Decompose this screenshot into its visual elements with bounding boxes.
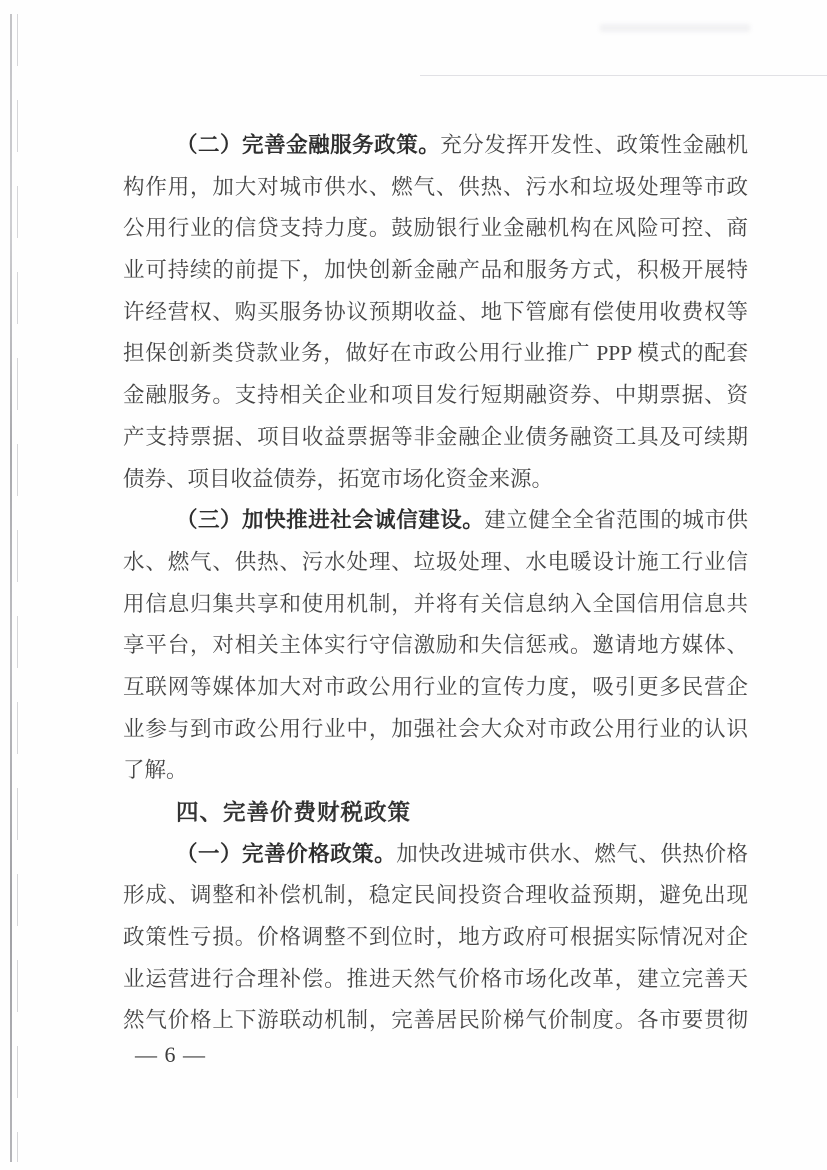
paragraph-text: 充分发挥开发性、政策性金融机 — [440, 133, 748, 157]
body-line — [123, 125, 748, 167]
paragraph-text: 政策性亏损。价格调整不到位时，地方政府可根据实际情况对企 — [123, 925, 748, 950]
body-line — [123, 875, 748, 917]
body-line — [123, 709, 748, 751]
scan-artifact-smudge — [600, 24, 750, 32]
paragraph-text: 用信息归集共享和使用机制，并将有关信息纳入全国信用信息共 — [123, 591, 748, 616]
body-line — [123, 917, 748, 959]
paragraph-text: 业可持续的前提下，加快创新金融产品和服务方式，积极开展特 — [123, 258, 748, 283]
scan-edge-line — [10, 14, 12, 1162]
paragraph-text: 担保创新类贷款业务，做好在市政公用行业推广 PPP 模式的配套 — [123, 341, 748, 366]
body-line — [123, 208, 748, 250]
body-line — [123, 959, 748, 1001]
scan-artifact-line — [420, 75, 827, 76]
paragraph-text: 公用行业的信贷支持力度。鼓励银行业金融机构在风险可控、商 — [123, 216, 748, 241]
paragraph-text: 业参与到市政公用行业中，加强社会大众对市政公用行业的认识 — [123, 716, 748, 741]
paragraph-text: 然气价格上下游联动机制，完善居民阶梯气价制度。各市要贯彻 — [123, 1008, 748, 1033]
paragraph-text: 加快改进城市供水、燃气、供热价格 — [396, 841, 748, 866]
paragraph-text: 形成、调整和补偿机制，稳定民间投资合理收益预期，避免出现 — [123, 883, 748, 908]
body-line — [123, 500, 748, 542]
body-line — [123, 750, 748, 792]
scan-edge-line-dashed — [17, 14, 18, 1162]
body-line — [123, 250, 748, 292]
body-line — [123, 1000, 748, 1042]
body-line — [123, 542, 748, 584]
body-line — [123, 625, 748, 667]
paragraph-lead-bold: （三）加快推进社会诚信建设。 — [176, 508, 485, 533]
paragraph-text: 建立健全全省范围的城市供 — [484, 508, 748, 533]
paragraph-lead-bold: （一）完善价格政策。 — [176, 841, 397, 866]
body-line — [123, 375, 748, 417]
paragraph-text: 水、燃气、供热、污水处理、垃圾处理、水电暖设计施工行业信 — [123, 549, 748, 574]
body-line — [123, 417, 748, 459]
paragraph-text: 许经营权、购买服务协议预期收益、地下管廊有偿使用收费权等 — [123, 299, 748, 324]
paragraph-text: 了解。 — [123, 758, 188, 783]
paragraph-text: 产支持票据、项目收益票据等非金融企业债务融资工具及可续期 — [123, 424, 748, 449]
paragraph-text: 互联网等媒体加大对市政公用行业的宣传力度，吸引更多民营企 — [123, 674, 748, 699]
page-number: — 6 — — [135, 1042, 206, 1067]
heading-text: 四、完善价费财税政策 — [176, 800, 412, 825]
body-line — [123, 584, 748, 626]
paragraph-text: 享平台，对相关主体实行守信激励和失信惩戒。邀请地方媒体、 — [123, 633, 748, 658]
body-line — [123, 167, 748, 209]
paragraph-text: 金融服务。支持相关企业和项目发行短期融资券、中期票据、资 — [123, 383, 748, 408]
paragraph-text: 构作用，加大对城市供水、燃气、供热、污水和垃圾处理等市政 — [123, 174, 748, 199]
section-heading — [123, 792, 748, 834]
paragraph-lead-bold: （二）完善金融服务政策。 — [176, 133, 441, 157]
body-line — [123, 333, 748, 375]
body-line — [123, 292, 748, 334]
body-line — [123, 667, 748, 709]
paragraph-text: 业运营进行合理补偿。推进天然气价格市场化改革，建立完善天 — [123, 966, 748, 991]
document-body — [123, 125, 748, 1042]
paragraph-text: 债券、项目收益债券，拓宽市场化资金来源。 — [123, 466, 554, 491]
body-line — [123, 459, 748, 501]
body-line — [123, 834, 748, 876]
